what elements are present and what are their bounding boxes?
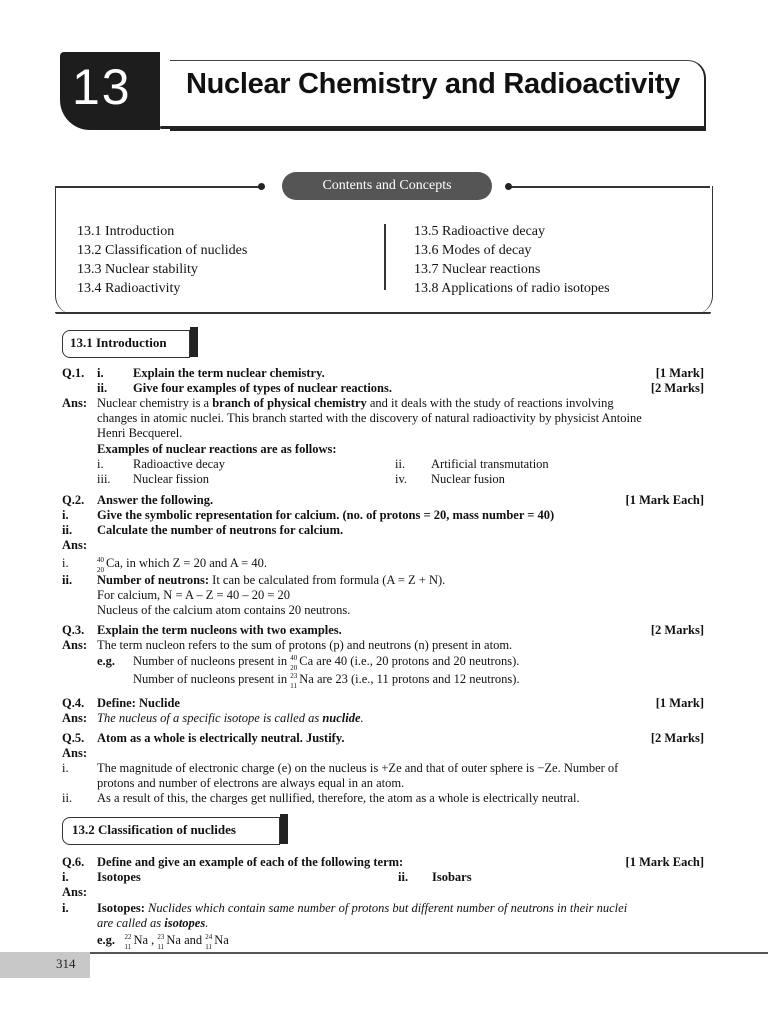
q1-i-label: i. bbox=[97, 366, 104, 380]
q2-a-i bbox=[97, 556, 267, 574]
question-number: Q.4. bbox=[62, 696, 85, 710]
text-bold: Isotopes: bbox=[97, 901, 145, 915]
atomic-number: 11 bbox=[124, 943, 132, 951]
text: and it deals with the study of reactions involving bbox=[366, 396, 614, 410]
q1-example: Artificial transmutation bbox=[431, 457, 549, 471]
separator: , bbox=[151, 933, 155, 947]
q1-example-num: i. bbox=[97, 457, 104, 471]
mass-number: 24 bbox=[205, 933, 213, 941]
question-number: Q.6. bbox=[62, 855, 85, 869]
q1-example: Radioactive decay bbox=[133, 457, 225, 471]
mass-number: 40 bbox=[97, 556, 104, 564]
element-symbol: Na bbox=[133, 933, 149, 947]
question-number: Q.3. bbox=[62, 623, 85, 637]
atomic-number: 11 bbox=[290, 682, 298, 690]
q2-i-text: Give the symbolic representation for calcium. (no. of protons = 20, mass number = 40) bbox=[97, 508, 555, 522]
q4-mark: [1 Mark] bbox=[655, 696, 704, 710]
q6-answer-line-2 bbox=[97, 916, 208, 931]
q1-i-text: Explain the term nuclear chemistry. bbox=[133, 366, 325, 380]
toc-item[interactable]: 13.2 Classification of nuclides bbox=[77, 243, 248, 258]
footer-rule bbox=[90, 952, 768, 954]
toc-item[interactable]: 13.4 Radioactivity bbox=[77, 281, 181, 296]
element-symbol: Ca bbox=[299, 654, 314, 668]
q1-answer-line-2: changes in atomic nuclei. This branch started with the discovery of natural radioactivity by physicist Antoine bbox=[97, 411, 642, 425]
toc-item[interactable]: 13.5 Radioactive decay bbox=[414, 224, 546, 239]
mass-number: 23 bbox=[290, 672, 298, 680]
answer-label: Ans: bbox=[62, 885, 88, 899]
q2-text: Answer the following. bbox=[97, 493, 214, 507]
calcium-symbol bbox=[97, 556, 120, 574]
q2-ii-label: ii. bbox=[62, 523, 73, 537]
q5-mark: [2 Marks] bbox=[650, 731, 704, 745]
q1-answer-line-3: Henri Becquerel. bbox=[97, 426, 183, 440]
q6-ii-label: ii. bbox=[398, 870, 409, 884]
bullet-dot-icon bbox=[258, 183, 265, 190]
sodium-symbol bbox=[290, 672, 314, 690]
q1-i-mark: [1 Mark] bbox=[655, 366, 704, 380]
calcium-symbol bbox=[290, 654, 314, 672]
text: are 40 (i.e., 20 protons and 20 neutrons). bbox=[313, 654, 520, 668]
mass-number: 40 bbox=[290, 654, 298, 662]
q6-example bbox=[97, 933, 229, 951]
atomic-number: 11 bbox=[157, 943, 165, 951]
q5-ii-label: ii. bbox=[62, 791, 73, 805]
mass-number: 22 bbox=[124, 933, 132, 941]
question-number: Q.5. bbox=[62, 731, 85, 745]
bullet-dot-icon bbox=[505, 183, 512, 190]
q2-a-ii-label: ii. bbox=[62, 573, 73, 587]
answer-label: Ans: bbox=[62, 538, 88, 552]
q2-a-i-label: i. bbox=[62, 556, 69, 570]
q1-example-num: iii. bbox=[97, 472, 111, 486]
q6-ii-text: Isobars bbox=[432, 870, 472, 884]
question-number: Q.1. bbox=[62, 366, 85, 380]
text: . bbox=[360, 711, 364, 725]
contents-top-rule-left bbox=[55, 186, 260, 188]
q6-mark: [1 Mark Each] bbox=[625, 855, 704, 869]
text: . bbox=[205, 916, 209, 930]
q6-text: Define and give an example of each of the following term: bbox=[97, 855, 404, 869]
text: The nucleus of a specific isotope is called as bbox=[97, 711, 323, 725]
q6-i-label: i. bbox=[62, 870, 69, 884]
q1-answer-line-1 bbox=[97, 396, 614, 411]
page-number: 314 bbox=[56, 956, 76, 971]
toc-item[interactable]: 13.8 Applications of radio isotopes bbox=[414, 281, 610, 296]
text: are called as bbox=[97, 916, 165, 930]
answer-label: Ans: bbox=[62, 638, 88, 652]
q3-mark: [2 Marks] bbox=[650, 623, 704, 637]
q1-ii-mark: [2 Marks] bbox=[650, 381, 704, 395]
q6-a-i-label: i. bbox=[62, 901, 69, 915]
q3-example-1 bbox=[133, 654, 520, 672]
q1-example: Nuclear fusion bbox=[431, 472, 505, 486]
sodium-isotope bbox=[157, 933, 181, 951]
q5-answer-line-3: As a result of this, the charges get nullified, therefore, the atom as a whole is electrically neutral. bbox=[97, 791, 580, 805]
contents-left-column bbox=[77, 222, 247, 298]
q2-i-label: i. bbox=[62, 508, 69, 522]
text: Number of nucleons present in bbox=[133, 654, 291, 668]
contents-top-rule-right bbox=[510, 186, 710, 188]
chapter-number: 13 bbox=[72, 59, 132, 115]
section-header-tab bbox=[280, 814, 288, 844]
text: It can be calculated from formula (A = Z + N). bbox=[209, 573, 446, 587]
mass-number: 23 bbox=[157, 933, 165, 941]
q2-ii-text: Calculate the number of neutrons for calcium. bbox=[97, 523, 344, 537]
section-header-tab bbox=[190, 327, 198, 357]
q1-ii-text: Give four examples of types of nuclear reactions. bbox=[133, 381, 392, 395]
q2-mark: [1 Mark Each] bbox=[625, 493, 704, 507]
q1-examples-heading: Examples of nuclear reactions are as follows: bbox=[97, 442, 337, 456]
atomic-number: 20 bbox=[290, 664, 298, 672]
text: Number of nucleons present in bbox=[133, 672, 291, 686]
text-bold: Number of neutrons: bbox=[97, 573, 210, 587]
q2-a-ii-line-2: For calcium, N = A – Z = 40 – 20 = 20 bbox=[97, 588, 291, 602]
text: , in which Z = 20 and A = 40. bbox=[119, 556, 267, 570]
element-symbol: Ca bbox=[106, 556, 120, 570]
q1-example: Nuclear fission bbox=[133, 472, 210, 486]
answer-label: Ans: bbox=[62, 711, 88, 725]
q5-answer-line-1: The magnitude of electronic charge (e) on the nucleus is +Ze and that of outer sphere is −Ze. Number of bbox=[97, 761, 619, 775]
q1-ii-label: ii. bbox=[97, 381, 108, 395]
q6-answer-line-1 bbox=[97, 901, 627, 916]
contents-title: Contents and Concepts bbox=[322, 178, 452, 193]
contents-bottom-rule bbox=[55, 312, 711, 314]
eg-label: e.g. bbox=[97, 933, 116, 947]
q3-example-2 bbox=[133, 672, 520, 690]
q4-answer bbox=[97, 711, 364, 726]
sodium-isotope bbox=[124, 933, 149, 951]
q5-answer-line-2: protons and number of electrons are always equal in an atom. bbox=[97, 776, 405, 790]
section-title-13-1: 13.1 Introduction bbox=[70, 335, 167, 350]
sodium-isotope bbox=[205, 933, 229, 951]
q3-answer-line-1: The term nucleon refers to the sum of protons (p) and neutrons (n) present in atom. bbox=[97, 638, 513, 652]
toc-item[interactable]: 13.3 Nuclear stability bbox=[77, 262, 198, 277]
question-number: Q.2. bbox=[62, 493, 85, 507]
text: are 23 (i.e., 11 protons and 12 neutrons). bbox=[313, 672, 520, 686]
element-symbol: Na bbox=[166, 933, 181, 947]
toc-item[interactable]: 13.6 Modes of decay bbox=[414, 243, 532, 258]
element-symbol: Na bbox=[299, 672, 314, 686]
separator: and bbox=[184, 933, 203, 947]
q1-example-num: ii. bbox=[395, 457, 406, 471]
answer-label: Ans: bbox=[62, 746, 88, 760]
text-italic: Nuclides which contain same number of protons but different number of neutrons in their nuclei bbox=[144, 901, 628, 915]
section-title-13-2: 13.2 Classification of nuclides bbox=[72, 822, 236, 837]
element-symbol: Na bbox=[214, 933, 229, 947]
contents-divider bbox=[384, 224, 386, 290]
q2-a-ii bbox=[97, 573, 445, 588]
q4-text: Define: Nuclide bbox=[97, 696, 180, 710]
answer-label: Ans: bbox=[62, 396, 88, 410]
text-bold: isotopes bbox=[164, 916, 206, 930]
contents-right-column bbox=[414, 222, 610, 298]
text-bold: nuclide bbox=[322, 711, 361, 725]
q2-a-ii-line-3: Nucleus of the calcium atom contains 20 neutrons. bbox=[97, 603, 351, 617]
q6-i-text: Isotopes bbox=[97, 870, 141, 884]
q5-text: Atom as a whole is electrically neutral. Justify. bbox=[97, 731, 345, 745]
text-bold: branch of physical chemistry bbox=[212, 396, 367, 410]
atomic-number: 11 bbox=[205, 943, 213, 951]
toc-item[interactable]: 13.7 Nuclear reactions bbox=[414, 262, 541, 277]
page-number-box bbox=[0, 952, 90, 978]
q5-i-label: i. bbox=[62, 761, 69, 775]
title-underline bbox=[160, 126, 706, 129]
chapter-title: Nuclear Chemistry and Radioactivity bbox=[186, 68, 680, 100]
atomic-number: 20 bbox=[97, 566, 104, 574]
toc-item[interactable]: 13.1 Introduction bbox=[77, 224, 175, 239]
text: Nuclear chemistry is a bbox=[97, 396, 213, 410]
q3-eg: e.g. bbox=[97, 654, 116, 668]
q1-example-num: iv. bbox=[395, 472, 408, 486]
q3-text: Explain the term nucleons with two examples. bbox=[97, 623, 342, 637]
